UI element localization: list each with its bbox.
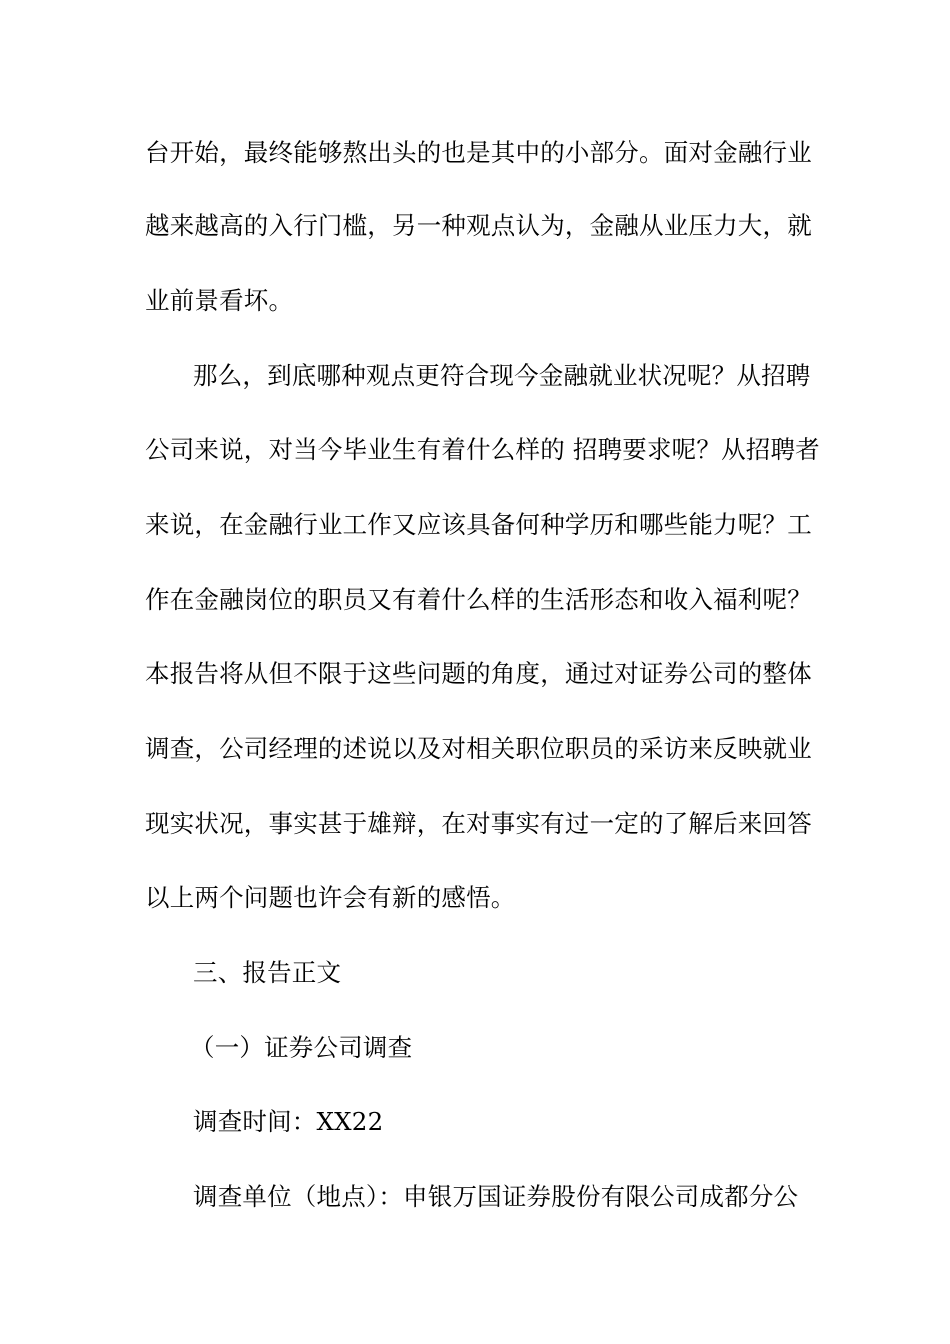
paragraph-line: 台开始，最终能够熬出头的也是其中的小部分。面对金融行业 [145,138,812,167]
survey-unit: 调查单位（地点）：申银万国证券股份有限公司成都分公 [193,1182,799,1211]
section-heading: 三、报告正文 [193,958,342,987]
survey-time: 调查时间：XX22 [193,1107,384,1136]
paragraph-line: 越来越高的入行门槛，另一种观点认为，金融从业压力大，就 [145,211,812,240]
paragraph-line: 以上两个问题也许会有新的感悟。 [145,883,516,912]
paragraph-line: 公司来说，对当今毕业生有着什么样的 招聘要求呢？从招聘者 [145,435,820,464]
paragraph-line: 作在金融岗位的职员又有着什么样的生活形态和收入福利呢？ [145,585,812,614]
paragraph-line: 业前景看坏。 [145,286,294,315]
subsection-heading: （一）证券公司调查 [190,1033,413,1062]
paragraph-line: 现实状况，事实甚于雄辩，在对事实有过一定的了解后来回答 [145,809,812,838]
paragraph-line: 本报告将从但不限于这些问题的角度，通过对证券公司的整体 [145,659,812,688]
paragraph-line: 来说，在金融行业工作又应该具备何种学历和哪些能力呢？工 [145,510,812,539]
paragraph-line: 那么，到底哪种观点更符合现今金融就业状况呢？从招聘 [193,361,811,390]
paragraph-line: 调查，公司经理的述说以及对相关职位职员的采访来反映就业 [145,734,812,763]
